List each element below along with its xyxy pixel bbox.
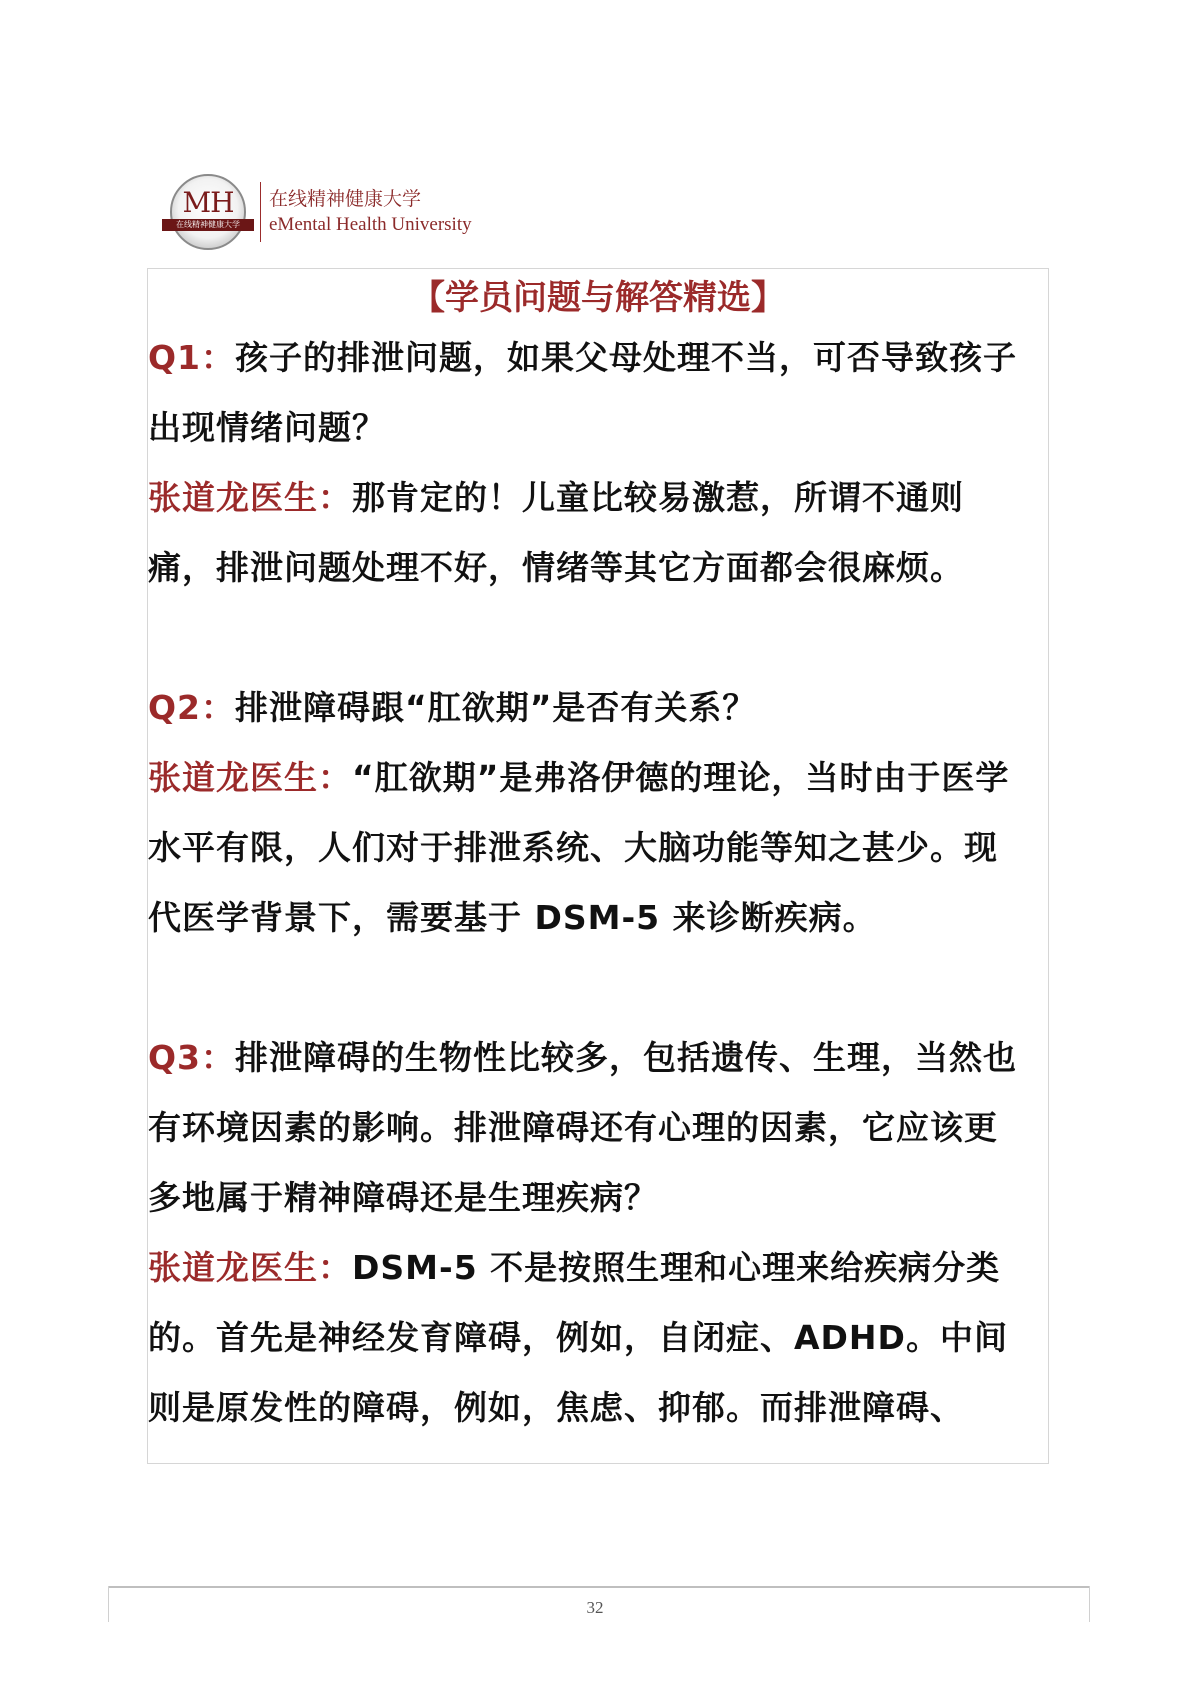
logo-text: [269, 186, 472, 238]
footer-divider: [108, 1586, 1090, 1588]
qa-panel: [147, 268, 1049, 1464]
logo-initials: MH: [182, 186, 234, 219]
answer-3-text: DSM-5 不是按照生理和心理来给疾病分类的。首先是神经发育障碍，例如，自闭症、ADHD。中间则是原发性的障碍，例如，焦虑、抑郁。而排泄障碍、: [148, 1248, 1008, 1427]
answer-2-text: “肛欲期”是弗洛伊德的理论，当时由于医学水平有限，人们对于排泄系统、大脑功能等知之甚少。现代医学背景下，需要基于 DSM-5 来诊断疾病。: [148, 758, 1010, 937]
question-3: [148, 1023, 1028, 1233]
university-name-en: eMental Health University: [269, 214, 472, 235]
answer-2-label: 张道龙医生：: [148, 758, 352, 797]
logo-ribbon: 在线精神健康大学: [162, 219, 254, 231]
answer-1-label: 张道龙医生：: [148, 478, 352, 517]
question-2-label: Q2：: [148, 688, 236, 727]
question-3-text: 排泄障碍的生物性比较多，包括遗传、生理，当然也有环境因素的影响。排泄障碍还有心理的因素，它应该更多地属于精神障碍还是生理疾病？: [148, 1038, 1018, 1217]
question-1: [148, 323, 1028, 463]
answer-3: [148, 1233, 1028, 1443]
answer-1: [148, 463, 1028, 603]
question-2-text: 排泄障碍跟“肛欲期”是否有关系？: [235, 688, 757, 727]
page-number: 32: [586, 1598, 604, 1617]
logo-divider: [260, 182, 261, 242]
question-3-label: Q3：: [148, 1038, 236, 1077]
answer-2: [148, 743, 1028, 953]
question-1-text: 孩子的排泄问题，如果父母处理不当，可否导致孩子出现情绪问题？: [148, 338, 1018, 447]
section-title: 【学员问题与解答精选】: [411, 278, 785, 318]
question-2: [148, 673, 1028, 743]
answer-1-text: 那肯定的！儿童比较易激惹，所谓不通则痛，排泄问题处理不好，情绪等其它方面都会很麻烦。: [148, 478, 964, 587]
answer-3-label: 张道龙医生：: [148, 1248, 352, 1287]
university-seal-icon: [170, 174, 246, 250]
header-logo: [170, 172, 472, 252]
question-1-label: Q1：: [148, 338, 236, 377]
university-name-cn: 在线精神健康大学: [269, 188, 422, 210]
